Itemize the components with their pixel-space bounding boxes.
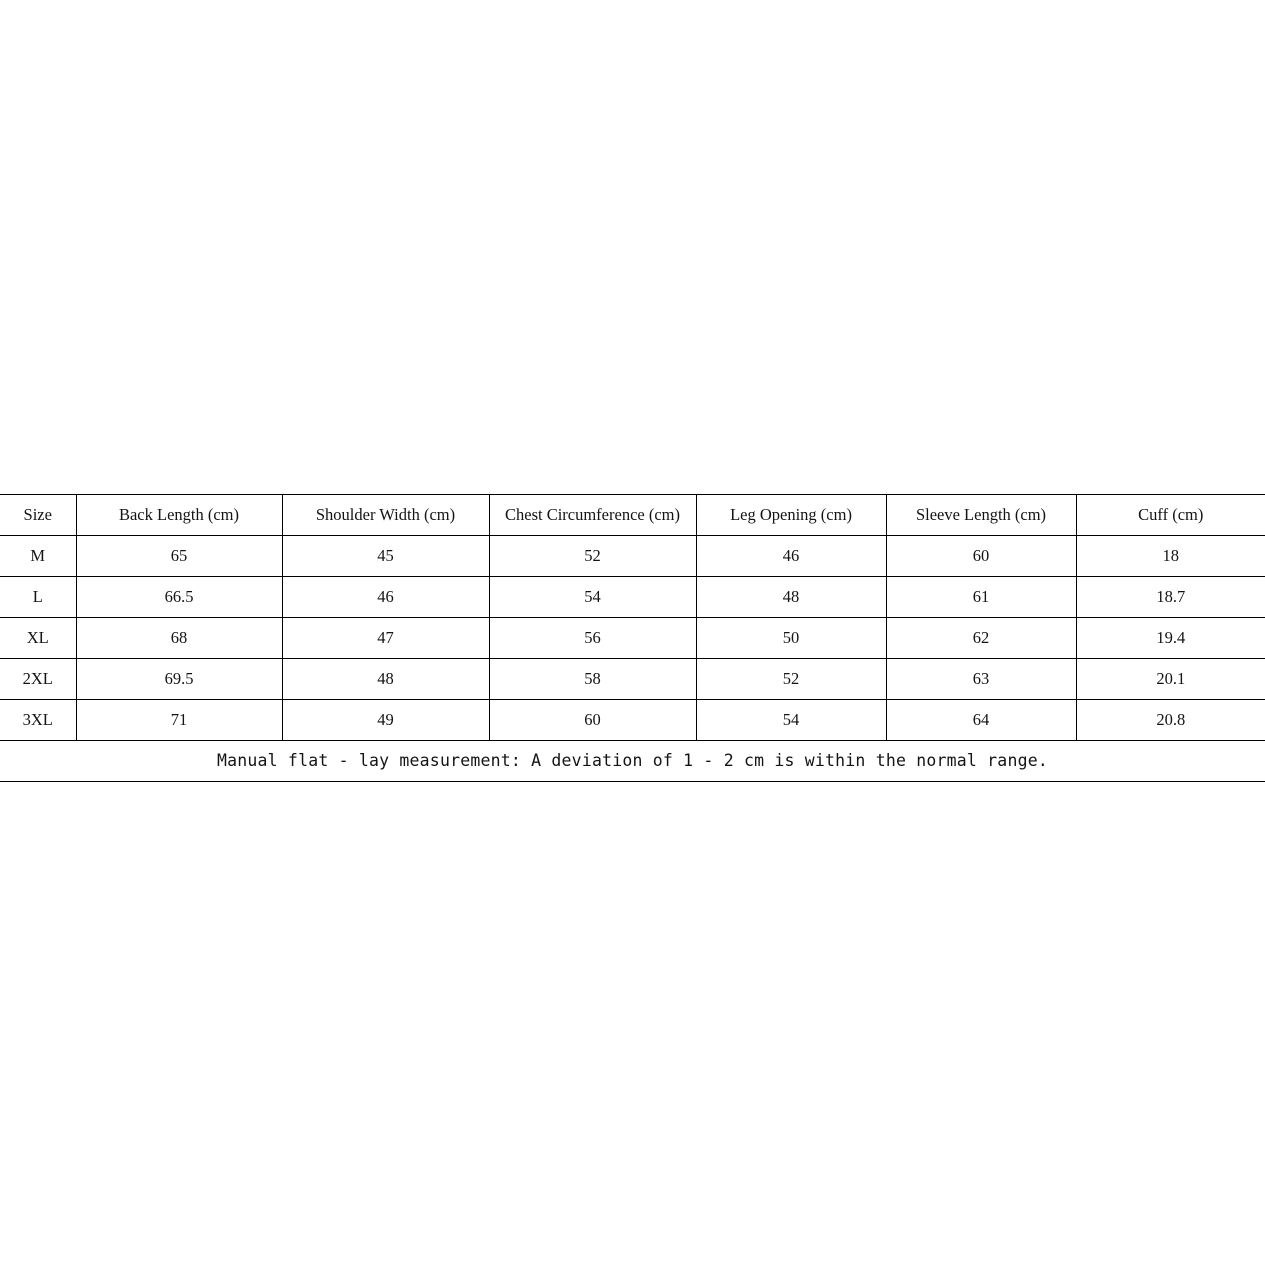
cell-chest-circumference: 60 — [489, 700, 696, 741]
cell-back-length: 66.5 — [76, 577, 282, 618]
measurement-note-row — [0, 741, 1265, 782]
cell-shoulder-width: 47 — [282, 618, 489, 659]
cell-cuff: 19.4 — [1076, 618, 1265, 659]
cell-leg-opening: 50 — [696, 618, 886, 659]
column-header-sleeve-length: Sleeve Length (cm) — [886, 495, 1076, 536]
table-row — [0, 618, 1265, 659]
cell-size: 3XL — [0, 700, 76, 741]
cell-leg-opening: 46 — [696, 536, 886, 577]
column-header-size: Size — [0, 495, 76, 536]
cell-chest-circumference: 54 — [489, 577, 696, 618]
column-header-cuff: Cuff (cm) — [1076, 495, 1265, 536]
table-header-row — [0, 495, 1265, 536]
cell-size: M — [0, 536, 76, 577]
cell-back-length: 65 — [76, 536, 282, 577]
cell-leg-opening: 54 — [696, 700, 886, 741]
cell-sleeve-length: 61 — [886, 577, 1076, 618]
cell-size: 2XL — [0, 659, 76, 700]
cell-leg-opening: 52 — [696, 659, 886, 700]
cell-shoulder-width: 49 — [282, 700, 489, 741]
cell-size: L — [0, 577, 76, 618]
column-header-back-length: Back Length (cm) — [76, 495, 282, 536]
cell-sleeve-length: 62 — [886, 618, 1076, 659]
column-header-shoulder-width: Shoulder Width (cm) — [282, 495, 489, 536]
size-table — [0, 494, 1265, 782]
cell-back-length: 69.5 — [76, 659, 282, 700]
cell-cuff: 20.8 — [1076, 700, 1265, 741]
cell-shoulder-width: 46 — [282, 577, 489, 618]
cell-shoulder-width: 48 — [282, 659, 489, 700]
cell-back-length: 68 — [76, 618, 282, 659]
cell-sleeve-length: 63 — [886, 659, 1076, 700]
cell-size: XL — [0, 618, 76, 659]
cell-cuff: 18 — [1076, 536, 1265, 577]
table-row — [0, 659, 1265, 700]
cell-leg-opening: 48 — [696, 577, 886, 618]
column-header-leg-opening: Leg Opening (cm) — [696, 495, 886, 536]
cell-shoulder-width: 45 — [282, 536, 489, 577]
cell-cuff: 20.1 — [1076, 659, 1265, 700]
cell-sleeve-length: 64 — [886, 700, 1076, 741]
size-table-container — [0, 494, 1265, 782]
column-header-chest-circumference: Chest Circumference (cm) — [489, 495, 696, 536]
table-row — [0, 700, 1265, 741]
table-row — [0, 536, 1265, 577]
table-row — [0, 577, 1265, 618]
cell-sleeve-length: 60 — [886, 536, 1076, 577]
cell-back-length: 71 — [76, 700, 282, 741]
cell-chest-circumference: 58 — [489, 659, 696, 700]
measurement-note: Manual flat - lay measurement: A deviation of 1 - 2 cm is within the normal range. — [0, 741, 1265, 782]
cell-chest-circumference: 52 — [489, 536, 696, 577]
cell-chest-circumference: 56 — [489, 618, 696, 659]
cell-cuff: 18.7 — [1076, 577, 1265, 618]
